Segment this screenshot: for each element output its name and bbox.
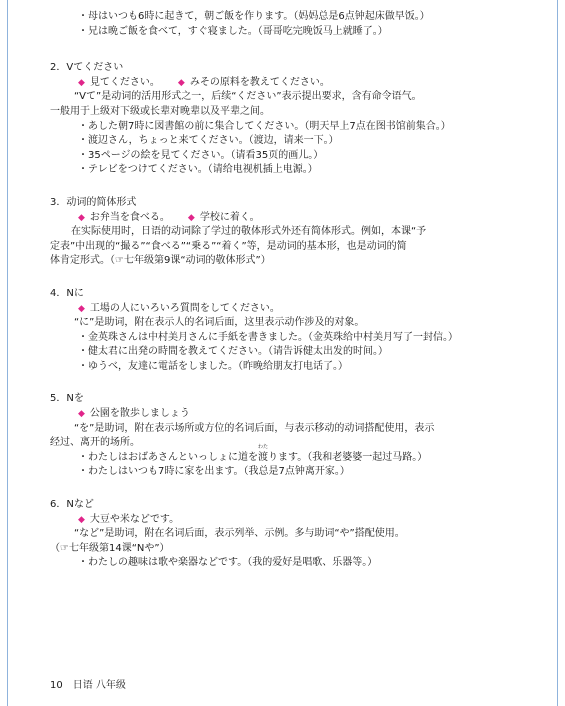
diamond-bullet-icon: ◆ [78, 77, 85, 88]
pattern-sentence: 見てください。 [89, 76, 160, 88]
book-title: 日语 八年级 [72, 680, 126, 691]
explanation-line: “を”是助词，附在表示场所或方位的名词后面，与表示移动的动词搭配使用，表示 [74, 422, 435, 434]
example-line: ・テレビをつけてください。（请给电视机插上电源。） [78, 164, 318, 176]
explanation-line: 体肯定形式。（☞七年级第9课“动词的敬体形式”） [50, 255, 271, 267]
pattern-row [50, 513, 518, 528]
explanation-line: （☞七年级第14课“Nや”） [50, 542, 170, 554]
example-line: ・ゆうべ，友達に電話をしました。（昨晚给朋友打电话了。） [78, 360, 348, 372]
diamond-bullet-icon: ◆ [78, 514, 85, 525]
explanation-line: 定表”中出现的“撮る”“食べる”“乗る”“着く”等，是动词的基本形，也是动词的简 [50, 240, 407, 252]
section-title-4: 4．Nに [50, 287, 84, 299]
explanation-line: 一般用于上级对下级或长辈对晚辈以及平辈之间。 [50, 105, 270, 117]
pattern-sentence: 学校に着く。 [199, 211, 260, 223]
diamond-bullet-icon: ◆ [78, 303, 85, 314]
explanation-line: 在实际使用时，日语的动词除了学过的敬体形式外还有简体形式。例如，本课“予 [71, 226, 427, 238]
page-footer [50, 676, 126, 691]
explanation-line: “など”是助词，附在名词后面，表示列举、示例。多与助词“や”搭配使用。 [74, 528, 405, 540]
pattern-row [50, 76, 518, 91]
pattern-sentence: 工場の人にいろいろ質問をしてください。 [89, 302, 280, 314]
document-page [7, 0, 558, 706]
pattern-sentence: 公園を散歩しましょう [89, 408, 190, 420]
example-line: ・あした朝7時に図書館の前に集合してください。（明天早上7点在图书馆前集合。） [78, 120, 451, 132]
example-line: ・母はいつも6時に起きて，朝ご飯を作ります。（妈妈总是6点钟起床做早饭。） [78, 11, 430, 22]
section-title-2: 2．Vてください [50, 62, 124, 74]
pattern-row [50, 302, 518, 317]
example-text: ・わたしはおばあさんといっしょに道を [78, 451, 258, 463]
explanation-line: 经过、离开的场所。 [50, 437, 140, 449]
example-line: ・わたしはいつも7時に家を出ます。（我总是7点钟离开家。） [78, 466, 350, 478]
furigana-reading: わた [258, 443, 269, 450]
furigana-kanji: 渡 [258, 451, 268, 463]
example-line: ・健太君に出発の時間を教えてください。（请告诉健太出发的时间。） [78, 346, 388, 358]
page-content [50, 10, 518, 571]
explanation-line: “Vて”是动词的活用形式之一，后续“ください”表示提出要求，含有命令语气。 [74, 91, 422, 103]
diamond-bullet-icon: ◆ [187, 212, 195, 223]
example-text: ります。（我和老婆婆一起过马路。） [268, 451, 428, 463]
example-line: ・渡辺さん，ちょっと来てください。（渡边，请来一下。） [78, 135, 339, 147]
explanation-line: “に”是助词，附在表示人的名词后面，这里表示动作涉及的对象。 [74, 317, 365, 329]
diamond-bullet-icon: ◆ [177, 77, 185, 88]
diamond-bullet-icon: ◆ [78, 212, 85, 223]
example-line: ・金英珠さんは中村美月さんに手紙を書きました。（金英珠给中村美月写了一封信。） [78, 331, 458, 343]
page-number: 10 [50, 680, 63, 691]
pattern-sentence: みその原料を教えてください。 [189, 76, 330, 88]
pattern-row [50, 211, 518, 226]
section-title-6: 6．Nなど [50, 499, 94, 511]
pattern-sentence: お弁当を食べる。 [89, 211, 170, 223]
example-line: ・35ページの絵を見てください。（请看35页的画儿。） [78, 149, 324, 161]
pattern-row [50, 407, 518, 422]
example-line: ・兄は晩ご飯を食べて，すぐ寝ました。（哥哥吃完晚饭马上就睡了。） [78, 25, 388, 37]
diamond-bullet-icon: ◆ [78, 409, 85, 420]
section-title-5: 5．Nを [50, 393, 84, 405]
furigana-word [258, 443, 269, 466]
section-title-3: 3．动词的简体形式 [50, 196, 137, 208]
pattern-sentence: 大豆や米などです。 [89, 513, 180, 525]
example-line: ・わたしの趣味は歌や楽器などです。（我的爱好是唱歌、乐器等。） [78, 557, 378, 569]
